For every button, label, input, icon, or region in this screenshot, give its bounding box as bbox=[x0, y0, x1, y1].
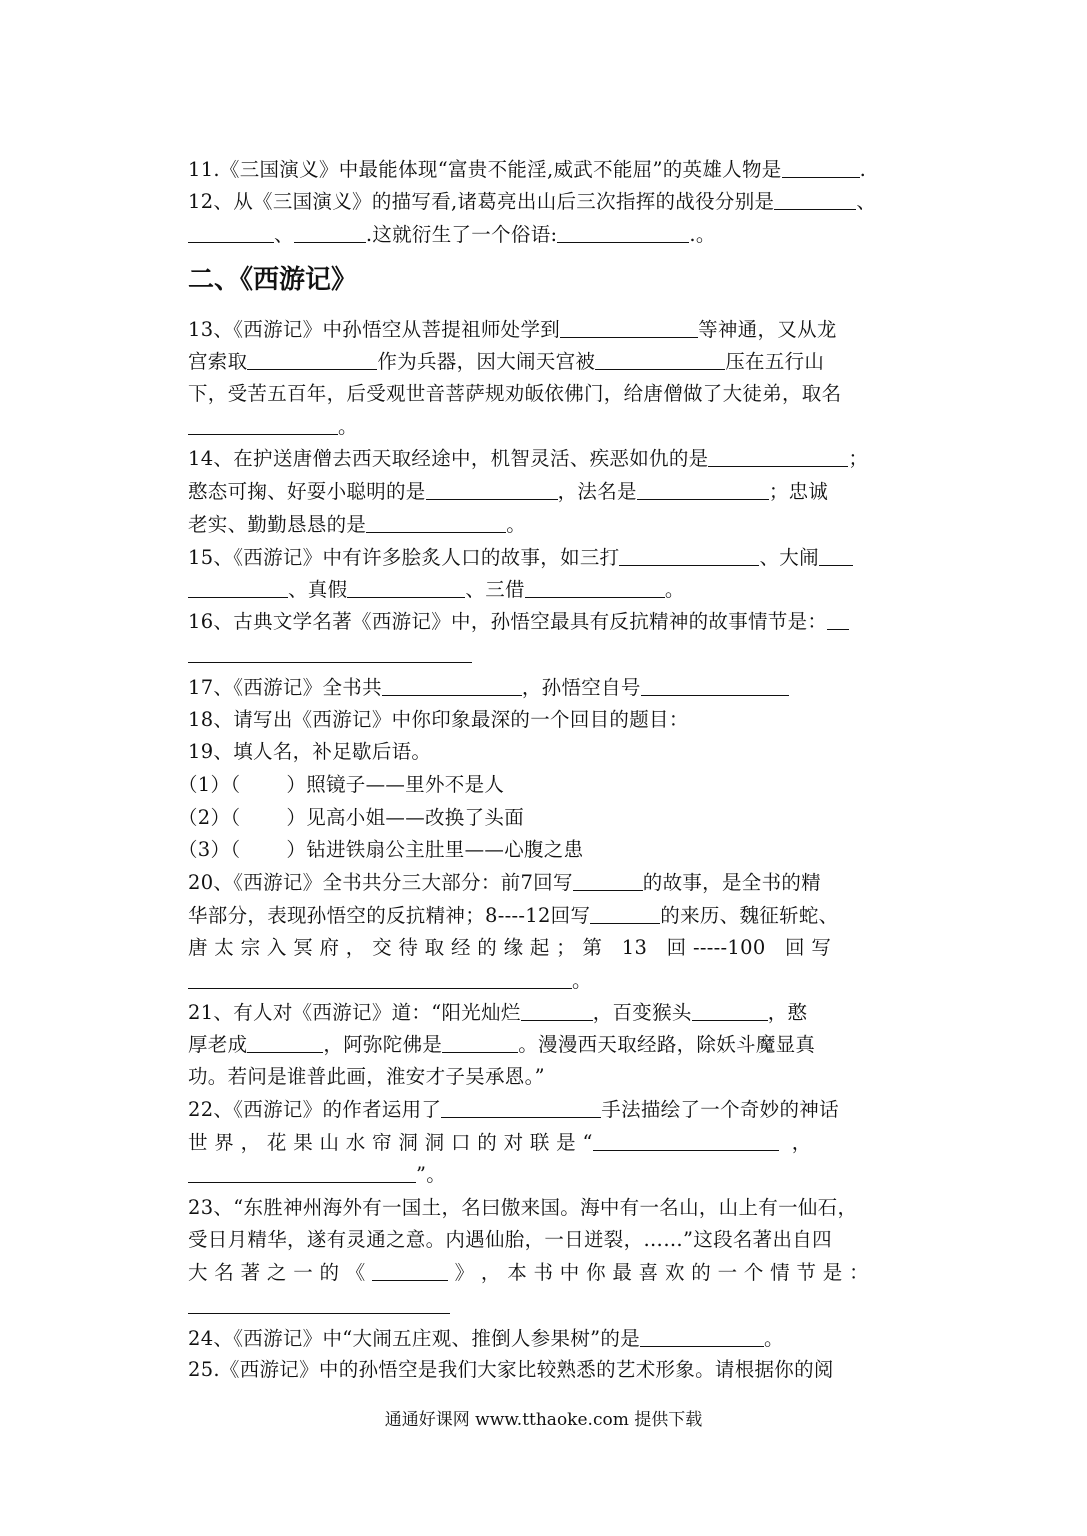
proverb-item: （2）（ ）见高小姐——改换了头面 bbox=[178, 806, 524, 829]
answer-blank[interactable] bbox=[774, 191, 856, 210]
answer-blank[interactable] bbox=[782, 159, 860, 178]
question-15-line-1: 15、《西游记》中有许多脍炙人口的故事，如三打 、大闹 bbox=[188, 545, 853, 571]
question-24: 24、《西游记》中“大闹五庄观、推倒人参果树”的是 。 bbox=[188, 1327, 784, 1350]
answer-blank[interactable] bbox=[188, 579, 288, 598]
question-20-line-3: 唐 太 宗 入 冥 府 ， 交 待 取 经 的 缘 起 ； 第 13 回 -----100 回 写 bbox=[188, 936, 832, 959]
question-18: 18、请写出《西游记》中你印象最深的一个回目的题目： bbox=[188, 708, 689, 731]
answer-blank[interactable] bbox=[708, 448, 848, 467]
question-13-line-1: 13、《西游记》中孙悟空从菩提祖师处学到 等神通，又从龙 bbox=[188, 318, 837, 341]
answer-blank[interactable] bbox=[442, 1034, 518, 1053]
question-25: 25.《西游记》中的孙悟空是我们大家比较熟悉的艺术形象。请根据你的阅 bbox=[188, 1358, 834, 1381]
question-15-line-2: 、真假 、三借 。 bbox=[188, 577, 685, 603]
question-13-line-3: 下，受苦五百年，后受观世音菩萨规劝皈依佛门，给唐僧做了大徒弟，取名 bbox=[188, 382, 842, 405]
question-16: 16、古典文学名著《西游记》中，孙悟空最具有反抗精神的故事情节是： bbox=[188, 609, 849, 635]
question-12-line-2: 、 .这就衍生了一个俗语: .。 bbox=[188, 222, 716, 248]
page-footer: 通通好课网 www.tthaoke.com 提供下载 bbox=[384, 1410, 703, 1430]
answer-blank[interactable] bbox=[692, 1002, 768, 1021]
answer-blank[interactable] bbox=[294, 224, 366, 243]
question-22-line-3: ”。 bbox=[188, 1162, 446, 1188]
answer-blank[interactable] bbox=[426, 481, 558, 500]
answer-blank[interactable] bbox=[595, 351, 725, 370]
answer-blank[interactable] bbox=[590, 905, 660, 924]
question-13-line-2: 宫索取 作为兵器，因大闹天宫被 压在五行山 bbox=[188, 350, 825, 373]
answer-blank[interactable] bbox=[188, 662, 472, 663]
proverb-item: （3）（ ）钻进铁扇公主肚里——心腹之患 bbox=[178, 838, 584, 861]
answer-blank[interactable] bbox=[188, 970, 572, 989]
answer-blank[interactable] bbox=[641, 677, 789, 696]
section-title: 二、《西游记》 bbox=[188, 265, 358, 295]
question-23-line-3: 大 名 著 之 一 的 《 》 ， 本 书 中 你 最 喜 欢 的 一 个 情 节 是 ： bbox=[188, 1261, 869, 1284]
answer-blank[interactable] bbox=[521, 1002, 593, 1021]
question-23-line-1: 23、“东胜神州海外有一国土，名曰傲来国。海中有一名山，山上有一仙石， bbox=[188, 1196, 858, 1219]
question-20-line-2: 华部分，表现孙悟空的反抗精神；8----12回写 的来历、魏征斩蛇、 bbox=[188, 904, 839, 927]
answer-blank[interactable] bbox=[637, 481, 769, 500]
answer-blank[interactable] bbox=[593, 1132, 779, 1151]
question-22-line-1: 22、《西游记》的作者运用了 手法描绘了一个奇妙的神话 bbox=[188, 1098, 839, 1121]
answer-blank[interactable] bbox=[247, 351, 377, 370]
question-13-line-4: 。 bbox=[188, 414, 358, 440]
question-14-line-2: 憨态可掬、好耍小聪明的是 ，法名是 ；忠诚 bbox=[188, 480, 829, 503]
question-17: 17、《西游记》全书共 ，孙悟空自号 bbox=[188, 675, 789, 701]
answer-blank[interactable] bbox=[557, 224, 689, 243]
answer-blank[interactable] bbox=[560, 319, 698, 338]
answer-blank[interactable] bbox=[347, 579, 465, 598]
question-21-line-1: 21、有人对《西游记》道：“阳光灿烂 ，百变猴头 ，憨 bbox=[188, 1001, 808, 1024]
question-22-line-2: 世 界 ， 花 果 山 水 帘 洞 洞 口 的 对 联 是 “ ， bbox=[188, 1131, 812, 1154]
question-12-line-1: 12、从《三国演义》的描写看,诸葛亮出山后三次指挥的战役分别是 、 bbox=[188, 190, 877, 213]
answer-blank[interactable] bbox=[619, 547, 759, 566]
answer-blank[interactable] bbox=[188, 416, 338, 435]
question-20-line-4: 。 bbox=[188, 968, 592, 994]
answer-blank[interactable] bbox=[525, 579, 665, 598]
question-21-line-2: 厚老成 ，阿弥陀佛是 。漫漫西天取经路，除妖斗魔显真 bbox=[188, 1033, 816, 1056]
answer-blank[interactable] bbox=[382, 677, 522, 696]
question-11: 11.《三国演义》中最能体现“富贵不能淫,威武不能屈”的英雄人物是 . bbox=[188, 158, 867, 181]
answer-blank[interactable] bbox=[640, 1328, 764, 1347]
question-19: 19、填人名，补足歇后语。 bbox=[188, 740, 432, 763]
answer-blank[interactable] bbox=[819, 547, 853, 566]
answer-blank[interactable] bbox=[827, 611, 849, 630]
answer-blank[interactable] bbox=[188, 1313, 450, 1314]
answer-blank[interactable] bbox=[188, 1164, 416, 1183]
answer-blank[interactable] bbox=[573, 872, 643, 891]
answer-blank[interactable] bbox=[247, 1034, 323, 1053]
proverb-item: （1）（ ）照镜子——里外不是人 bbox=[178, 773, 505, 796]
question-21-line-3: 功。若问是谁普此画，淮安才子吴承恩。” bbox=[188, 1065, 545, 1088]
answer-blank[interactable] bbox=[372, 1262, 448, 1281]
question-14-line-1: 14、在护送唐僧去西天取经途中，机智灵活、疾恶如仇的是 ； bbox=[188, 447, 869, 470]
question-23-line-2: 受日月精华，遂有灵通之意。内遇仙胎，一日迸裂，……”这段名著出自四 bbox=[188, 1228, 832, 1251]
answer-blank[interactable] bbox=[188, 224, 274, 243]
question-20-line-1: 20、《西游记》全书共分三大部分：前7回写 的故事，是全书的精 bbox=[188, 871, 821, 894]
answer-blank[interactable] bbox=[366, 514, 506, 533]
answer-blank[interactable] bbox=[441, 1099, 601, 1118]
question-14-line-3: 老实、勤勤恳恳的是 。 bbox=[188, 513, 527, 536]
